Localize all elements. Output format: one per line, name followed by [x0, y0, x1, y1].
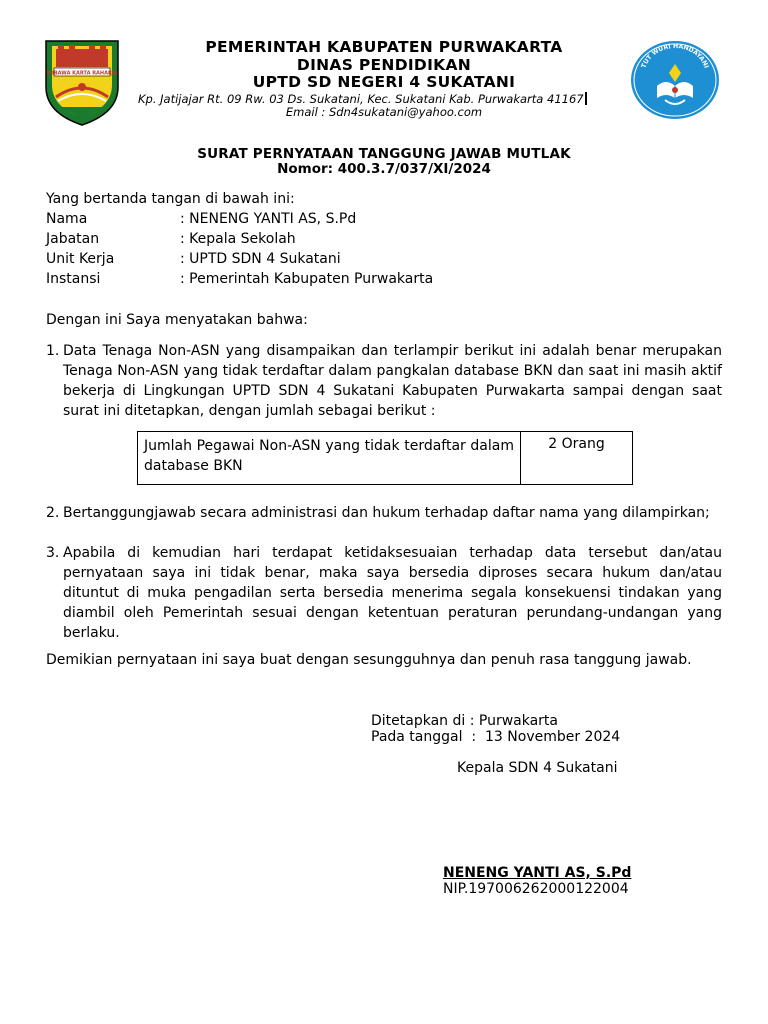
text-cursor-mark	[585, 92, 587, 105]
item-text: Data Tenaga Non-ASN yang disampaikan dan terlampir berikut ini adalah benar merupakan Tenaga Non-ASN yang tidak terdaftar dalam pangkalan database BKN dan saat ini masih aktif bekerja di Lingkungan UPTD SDN 4 Sukatani Kabupaten Purwakarta sampai dengan saat surat ini ditetapkan, dengan jumlah sebagai berikut :	[63, 343, 722, 419]
header-department: DINAS PENDIDIKAN	[296, 56, 472, 74]
item-text: Bertanggungjawab secara administrasi dan hukum terhadap daftar nama yang dilampirkan;	[63, 505, 710, 521]
closing-paragraph: Demikian pernyataan ini saya buat dengan sesungguhnya dan penuh rasa tanggung jawab.	[46, 652, 692, 668]
field-value: : Kepala Sekolah	[180, 231, 296, 247]
intro-text: Yang bertanda tangan di bawah ini:	[46, 191, 295, 207]
letter-title: SURAT PERNYATAAN TANGGUNG JAWAB MUTLAK	[197, 146, 571, 162]
count-table-value: 2 Orang	[548, 436, 605, 452]
field-label: Instansi	[46, 271, 101, 287]
signature-date: Pada tanggal : 13 November 2024	[371, 729, 621, 745]
statement-item-2	[46, 503, 722, 543]
letterhead	[0, 0, 768, 130]
signatory-nip: NIP.197006262000122004	[443, 881, 629, 897]
signature-position: Kepala SDN 4 Sukatani	[457, 760, 618, 776]
count-table	[137, 431, 633, 485]
field-value: : Pemerintah Kabupaten Purwakarta	[180, 271, 434, 287]
field-label: Jabatan	[46, 231, 100, 247]
svg-text:WIBAWA KARTA RAHARJA: WIBAWA KARTA RAHARJA	[46, 70, 118, 77]
statement-intro: Dengan ini Saya menyatakan bahwa:	[46, 312, 308, 328]
item-number: 2.	[46, 505, 60, 521]
field-label: Unit Kerja	[46, 251, 115, 267]
item-number: 1.	[46, 343, 60, 359]
tut-wuri-handayani-logo	[630, 40, 720, 120]
header-address	[138, 92, 587, 106]
field-value: : UPTD SDN 4 Sukatani	[180, 251, 341, 267]
address-text: Kp. Jatijajar Rt. 09 Rw. 03 Ds. Sukatani, Kec. Sukatani Kab. Purwakarta 41167	[138, 92, 584, 106]
statement-item-3	[46, 543, 722, 643]
item-text: Apabila di kemudian hari terdapat ketidaksesuaian terhadap data tersebut dan/atau pernyataan saya ini tidak benar, maka saya bersedia diproses secara hukum dan/atau dituntut di muka pengadilan serta bersedia menerima segala konsekuensi tindakan yang diambil oleh Pemerintah sesuai dengan ketentuan peraturan perundang-undangan yang berlaku.	[63, 545, 722, 641]
statement-item-1	[46, 341, 722, 421]
letter-number: Nomor: 400.3.7/037/XI/2024	[277, 161, 491, 177]
field-value: : NENENG YANTI AS, S.Pd	[180, 211, 357, 227]
signatory-name: NENENG YANTI AS, S.Pd	[443, 865, 632, 881]
item-number: 3.	[46, 545, 60, 561]
field-label: Nama	[46, 211, 88, 227]
svg-text:TUT WURI HANDAYANI: TUT WURI HANDAYANI	[640, 42, 710, 70]
header-email: Email : Sdn4sukatani@yahoo.com	[285, 105, 483, 119]
count-table-label: Jumlah Pegawai Non-ASN yang tidak terdaftar dalam database BKN	[138, 432, 521, 484]
header-school: UPTD SD NEGERI 4 SUKATANI	[252, 73, 516, 91]
signature-place: Ditetapkan di : Purwakarta	[371, 713, 559, 729]
header-government: PEMERINTAH KABUPATEN PURWAKARTA	[205, 38, 563, 56]
